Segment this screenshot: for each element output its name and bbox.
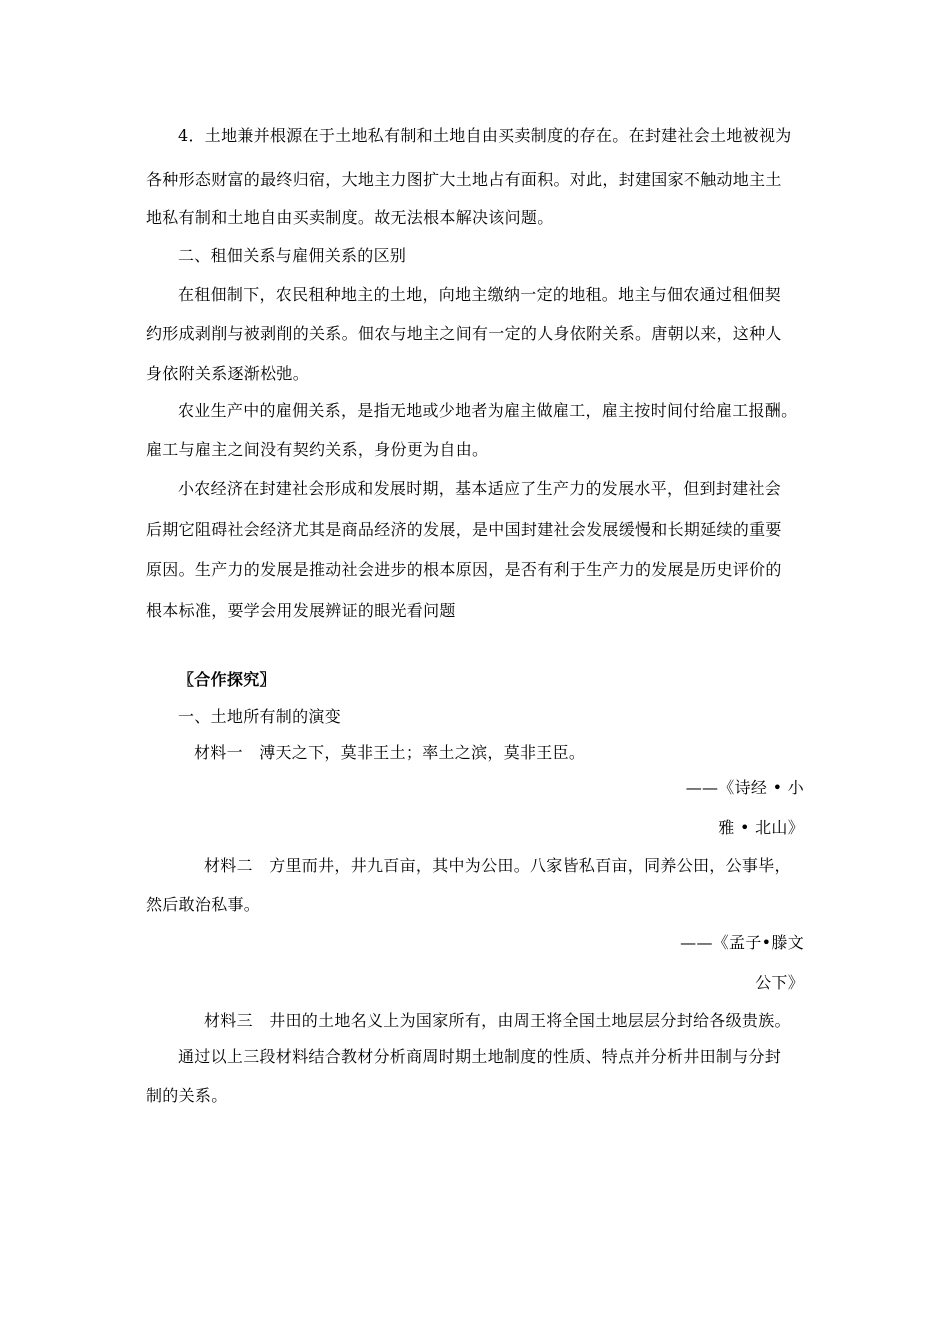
material-two-cont: 然后敢治私事。 bbox=[146, 895, 261, 914]
material-three: 材料三 井田的土地名义上为国家所有，由周王将全国土地层层分封给各级贵族。 bbox=[204, 1011, 791, 1030]
section-heading: 二、租佃关系与雇佣关系的区别 bbox=[178, 246, 407, 265]
material-two-source: ——《孟子•滕文 bbox=[680, 933, 804, 952]
text-line: 各种形态财富的最终归宿，大地主力图扩大土地占有面积。对此，封建国家不触动地主土 bbox=[146, 170, 782, 189]
text-line: 小农经济在封建社会形成和发展时期，基本适应了生产力的发展水平，但到封建社会 bbox=[178, 479, 782, 498]
text-line: 后期它阻碍社会经济尤其是商品经济的发展，是中国封建社会发展缓慢和长期延续的重要 bbox=[146, 520, 782, 539]
text-line: 约形成剥削与被剥削的关系。佃农与地主之间有一定的人身依附关系。唐朝以来，这种人 bbox=[146, 324, 782, 343]
subsection-heading: 一、土地所有制的演变 bbox=[178, 707, 342, 726]
text-line: 农业生产中的雇佣关系，是指无地或少地者为雇主做雇工，雇主按时间付给雇工报酬。 bbox=[178, 401, 798, 420]
text-line: 通过以上三段材料结合教材分析商周时期土地制度的性质、特点并分析井田制与分封 bbox=[178, 1047, 782, 1066]
material-two-source-cont: 公下》 bbox=[755, 973, 804, 992]
text-line: 4．土地兼并根源在于土地私有制和土地自由买卖制度的存在。在封建社会土地被视为 bbox=[178, 126, 792, 145]
text-line: 在租佃制下，农民租种地主的土地，向地主缴纳一定的地租。地主与佃农通过租佃契 bbox=[178, 285, 782, 304]
material-two: 材料二 方里而井，井九百亩，其中为公田。八家皆私百亩，同养公田，公事毕， bbox=[204, 856, 791, 875]
section-title: 〖合作探究〗 bbox=[178, 670, 276, 689]
text-line: 制的关系。 bbox=[146, 1086, 228, 1105]
text-line: 身依附关系逐渐松弛。 bbox=[146, 364, 310, 383]
material-one-source: ——《诗经 • 小 bbox=[685, 778, 804, 797]
text-line: 原因。生产力的发展是推动社会进步的根本原因，是否有利于生产力的发展是历史评价的 bbox=[146, 560, 782, 579]
material-one-source-cont: 雅 • 北山》 bbox=[718, 818, 804, 837]
text-line: 雇工与雇主之间没有契约关系，身份更为自由。 bbox=[146, 440, 489, 459]
material-one: 材料一 溥天之下，莫非王土；率土之滨，莫非王臣。 bbox=[194, 743, 586, 762]
text-line: 根本标准，要学会用发展辨证的眼光看问题 bbox=[146, 601, 456, 620]
text-line: 地私有制和土地自由买卖制度。故无法根本解决该问题。 bbox=[146, 208, 554, 227]
